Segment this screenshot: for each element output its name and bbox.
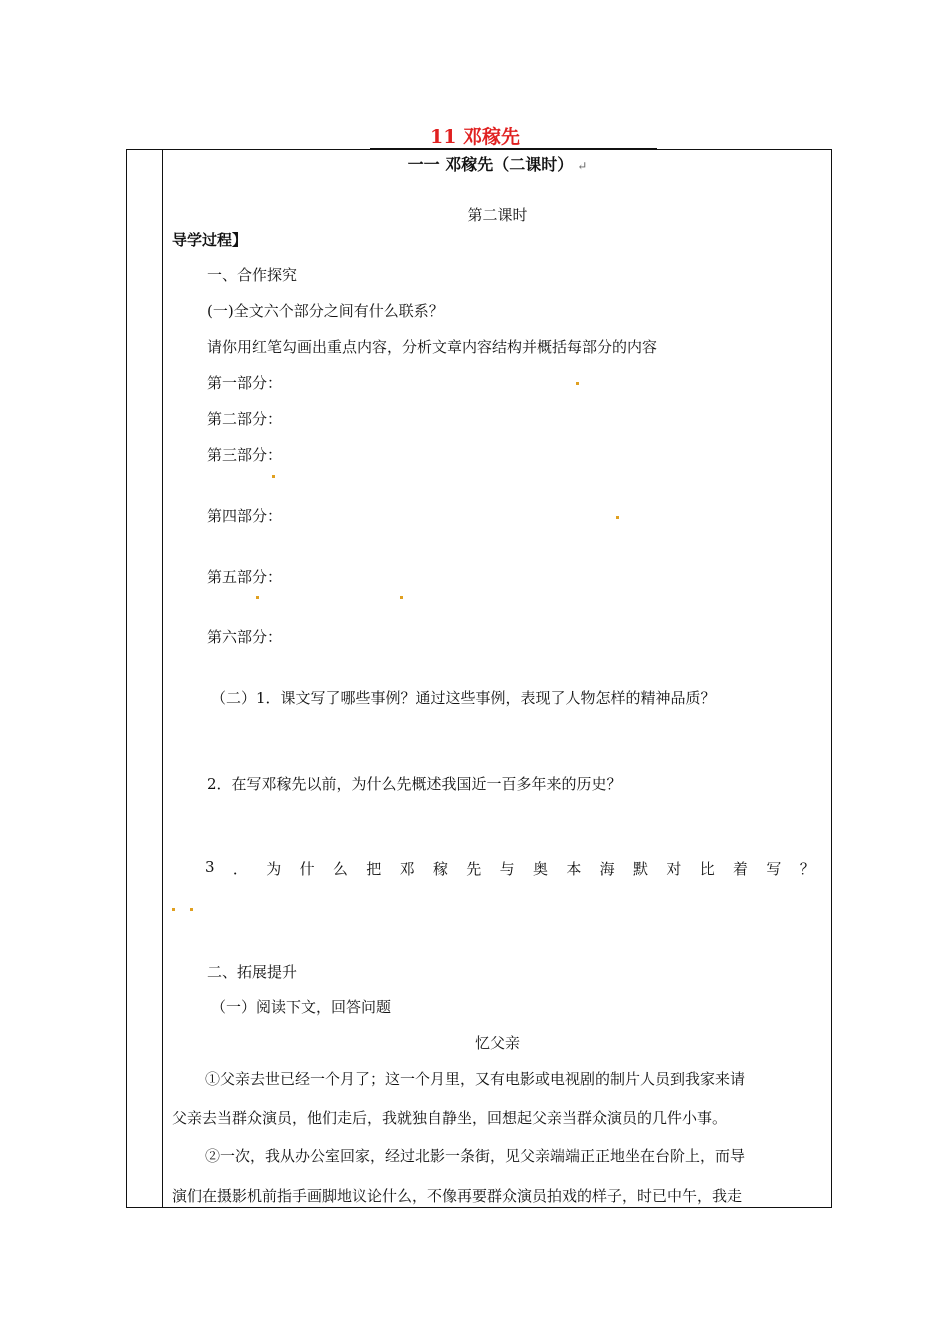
q3-char: 为: [266, 860, 282, 878]
paragraph-mark-icon: ↵: [577, 159, 588, 173]
scan-dot: [256, 596, 259, 599]
part-label-4: 第四部分：: [207, 507, 283, 525]
section-header: 导学过程】: [172, 231, 248, 249]
q3-char: 3: [205, 858, 215, 876]
article-line-4: 演们在摄影机前指手画脚地议论什么，不像再要群众演员拍戏的样子，时已中午，我走: [172, 1187, 743, 1205]
part-label-1: 第一部分：: [207, 374, 283, 392]
scan-dot: [616, 516, 619, 519]
article-line-2: 父亲去当群众演员，他们走后，我就独自静坐，回想起父亲当群众演员的几件小事。: [172, 1109, 728, 1127]
q3-char: 默: [633, 860, 649, 878]
q3-char: 本: [566, 860, 582, 878]
scan-dot: [172, 908, 175, 911]
part1-question1: (一)全文六个部分之间有什么联系？: [207, 302, 444, 320]
question-2-2: 2．在写邓稼先以前，为什么先概述我国近一百多年来的历史？: [207, 775, 622, 793]
scan-dot: [400, 596, 403, 599]
lesson-heading-text: 一一 邓稼先（二课时）: [407, 155, 574, 174]
article-line-1: ①父亲去世已经一个月了；这一个月里，又有电影或电视剧的制片人员到我家来请: [205, 1070, 746, 1088]
article-line-3: ②一次，我从办公室回家，经过北影一条街，见父亲端端正正地坐在台阶上，而导: [205, 1147, 746, 1165]
scan-dot: [272, 475, 275, 478]
q3-char: 奥: [532, 860, 548, 878]
part-label-3: 第三部分：: [207, 446, 283, 464]
q3-char: ？: [799, 860, 815, 878]
part1-heading: 一、合作探究: [207, 266, 298, 284]
q3-char: ．: [232, 860, 248, 878]
q3-char: 与: [499, 860, 515, 878]
q3-char: 什: [299, 860, 315, 878]
scan-dot: [190, 908, 193, 911]
q3-char: 把: [366, 860, 382, 878]
q3-char: 比: [699, 860, 715, 878]
q3-char: 稼: [432, 860, 448, 878]
page-title: 11 邓稼先: [429, 126, 521, 148]
q3-char: 先: [466, 860, 482, 878]
question-2-3: [205, 858, 815, 879]
part-label-5: 第五部分：: [207, 568, 283, 586]
article-title: 忆父亲: [474, 1034, 520, 1052]
scan-dot: [576, 382, 579, 385]
part-label-6: 第六部分：: [207, 628, 283, 646]
part2-heading: 二、拓展提升: [207, 963, 298, 981]
q3-char: 对: [666, 860, 682, 878]
q3-char: 邓: [399, 860, 415, 878]
session-label: 第二课时: [467, 206, 528, 224]
part2-question1: （一）阅读下文，回答问题: [211, 998, 392, 1016]
q3-char: 海: [599, 860, 615, 878]
q3-char: 着: [733, 860, 749, 878]
lesson-heading: [163, 152, 832, 175]
part1-instruction: 请你用红笔勾画出重点内容，分析文章内容结构并概括每部分的内容: [207, 338, 658, 356]
part-label-2: 第二部分：: [207, 410, 283, 428]
q3-char: 么: [332, 860, 348, 878]
q3-char: 写: [766, 860, 782, 878]
question-2-1: （二）1．课文写了哪些事例？通过这些事例，表现了人物怎样的精神品质？: [211, 689, 716, 707]
